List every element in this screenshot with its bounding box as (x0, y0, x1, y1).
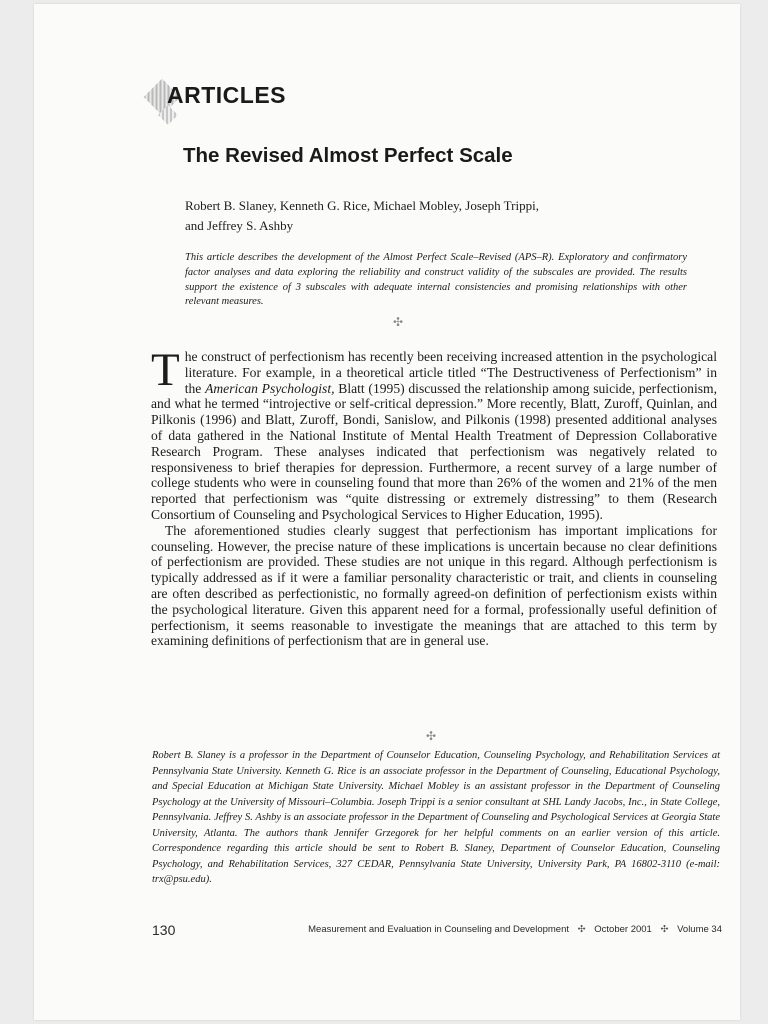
footer-citation (308, 924, 722, 935)
footer-separator-icon: ✣ (660, 924, 669, 935)
drop-cap: T (151, 344, 180, 396)
footer-journal: Measurement and Evaluation in Counseling and Development (308, 924, 570, 935)
paragraph-1 (151, 344, 717, 523)
authors-line-1: Robert B. Slaney, Kenneth G. Rice, Michael Mobley, Joseph Trippi, (185, 198, 539, 213)
footer-volume: Volume 34 (677, 924, 722, 935)
footer-separator-icon: ✣ (577, 924, 586, 935)
page-footer (152, 919, 722, 945)
section-label: ARTICLES (167, 82, 286, 108)
abstract: This article describes the development of the Almost Perfect Scale–Revised (APS–R). Exploratory and confirmatory factor analyses and data exploring the reliability and construct validity of the subscales are provided. The results support the existence of 3 subscales with adequate internal consistencies and promising relationships with other relevant measures. (185, 252, 687, 308)
article-body (151, 344, 717, 649)
article-title: The Revised Almost Perfect Scale (183, 144, 513, 167)
author-list (185, 196, 645, 236)
paragraph-1-text-b: Blatt (1995) discussed the relationship among suicide, perfectionism, and what he termed “introjective or self-critical depression.” More recently, Blatt, Zuroff, Quinlan, and Pilkonis (1996) and Blatt, Zuroff, Bondi, Sanislow, and Pilkonis (1998) presented additional analyses of data gathered in the National Institute of Mental Health Treatment of Depression Collaborative Research Program. These analyses indicated that perfectionism was negatively related to responsiveness to brief therapies for depression. Furthermore, a recent survey of a large number of college students who were in counseling found that more than 26% of the women and 21% of the men reported that perfectionism was “quite distressing or extremely distressing” to them (Research Consortium of Counseling and Psychological Services to Higher Education, 1995). (151, 380, 717, 522)
journal-citation: American Psychologist, (205, 380, 335, 396)
footer-date: October 2001 (594, 924, 652, 935)
page-number: 130 (152, 922, 176, 938)
paragraph-2: The aforementioned studies clearly suggest that perfectionism has important implications for counseling. However, the precise nature of these implications is uncertain because no clear definitions of perfectionism are provided. These studies are not unique in this regard. Although perfectionism is typically addressed as if it were a familiar personality characteristic or trait, and clients in counseling are often described as perfectionistic, no formally agreed-on definition of perfectionism exists within the psychological literature. Given this apparent need for a formal, professionally useful definition of perfectionism, it seems reasonable to investigate the meanings that are attached to this term by examining definitions of perfectionism that are in general use. (151, 522, 717, 649)
ornament-icon-2: ✣ (425, 729, 437, 743)
author-footnote: Robert B. Slaney is a professor in the Department of Counselor Education, Counseling Psychology, and Rehabilitation Services at Pennsylvania State University. Kenneth G. Rice is an associate professor in the Department of Counseling, Educational Psychology, and Special Education at Michigan State University. Michael Mobley is an assistant professor in the Department of Counseling Psychology at the University of Missouri–Columbia. Joseph Trippi is a senior consultant at SHL Landy Jacobs, Inc., in State College, Pennsylvania. Jeffrey S. Ashby is an associate professor in the Department of Counseling and Psychological Services at Georgia State University, Atlanta. The authors thank Jennifer Grzegorek for her helpful comments on an earlier version of this article. Correspondence regarding this article should be sent to Robert B. Slaney, Department of Counselor Education, Counseling Psychology, and Rehabilitation Services, 327 CEDAR, Pennsylvania State University, University Park, PA 16802-3110 (e-mail: trx@psu.edu). (152, 750, 720, 885)
authors-line-2: and Jeffrey S. Ashby (185, 218, 294, 233)
paragraph-1-text-a: he construct of perfectionism has recently been receiving increased attention in the psychological literature. For example, in a theoretical article titled “The Destructiveness of Perfectionism” in the (184, 349, 717, 396)
ornament-icon: ✣ (392, 315, 404, 329)
journal-page (34, 4, 740, 1020)
